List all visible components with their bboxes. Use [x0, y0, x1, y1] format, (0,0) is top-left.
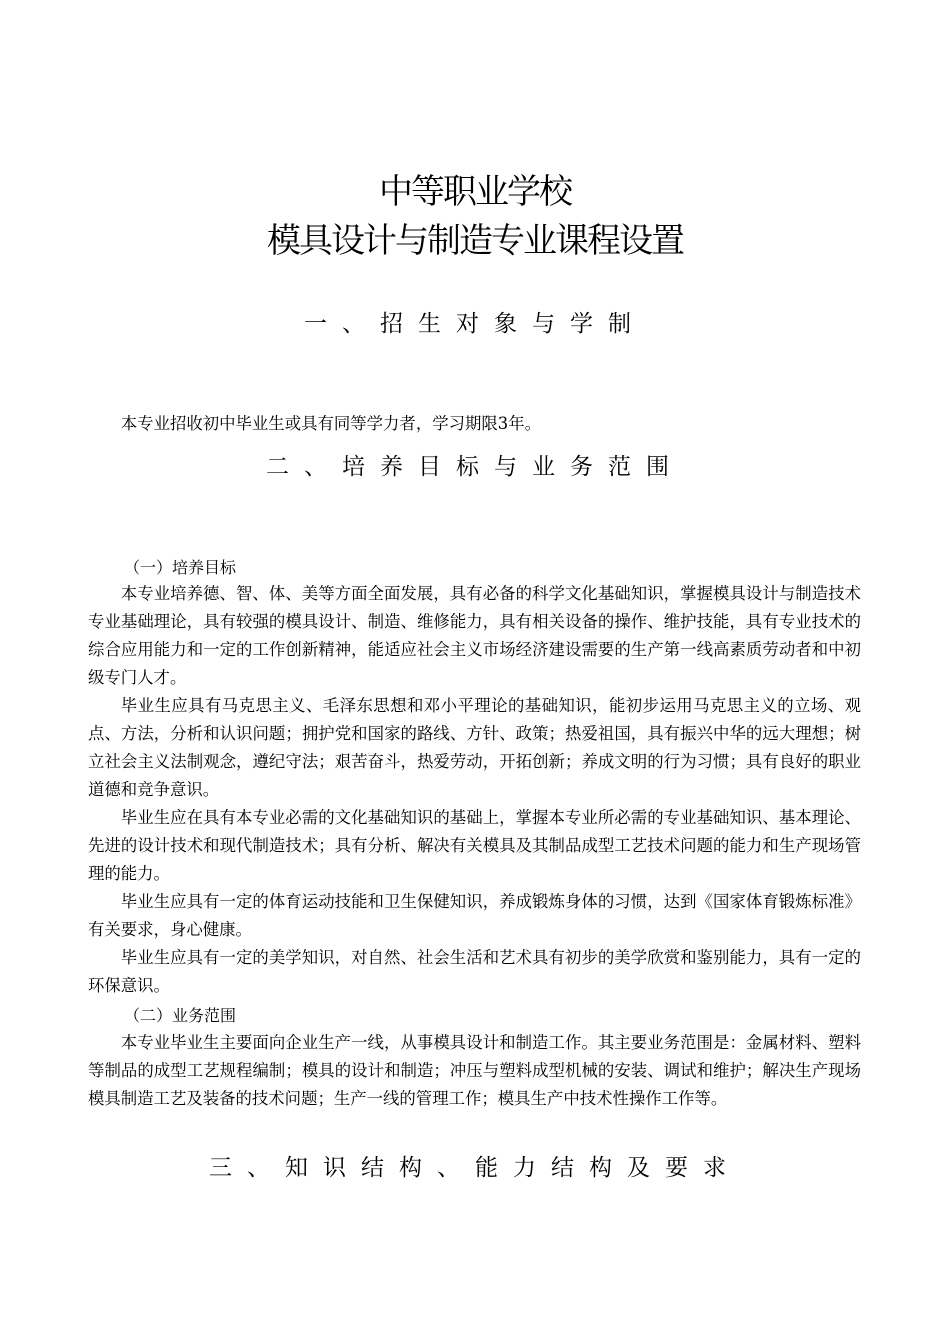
- subheading-business-scope: （二）业务范围: [124, 1006, 237, 1025]
- subheading-training-goal: （一）培养目标: [124, 558, 237, 577]
- paragraph: 毕业生应在具有本专业必需的文化基础知识的基础上，掌握本专业所必需的专业基础知识、基本理论、先进的设计技术和现代制造技术；具有分析、解决有关模具及其制品成型工艺技术问题的能力和生产现场管理的能力。: [88, 808, 861, 883]
- paragraph: 本专业培养德、智、体、美等方面全面发展，具有必备的科学文化基础知识，掌握模具设计与制造技术专业基础理论，具有较强的模具设计、制造、维修能力，具有相关设备的操作、维护技能，具有专业技术的综合应用能力和一定的工作创新精神，能适应社会主义市场经济建设需要的生产第一线高素质劳动者和中初级专门人才。: [88, 584, 861, 687]
- enrollment-paragraph: [88, 410, 861, 438]
- paragraph: 毕业生应具有一定的美学知识，对自然、社会生活和艺术具有初步的美学欣赏和鉴别能力，具有一定的环保意识。: [88, 948, 861, 995]
- section-heading-enrollment: 一、招生对象与学制: [304, 311, 646, 337]
- document-title-line-1: 中等职业学校: [379, 172, 571, 212]
- paragraph: 毕业生应具有马克思主义、毛泽东思想和邓小平理论的基础知识，能初步运用马克思主义的立场、观点、方法，分析和认识问题；拥护党和国家的路线、方针、政策；热爱祖国，具有振兴中华的远大理想；树立社会主义法制观念，遵纪守法；艰苦奋斗，热爱劳动，开拓创新；养成文明的行为习惯；具有良好的职业道德和竞争意识。: [88, 696, 861, 799]
- paragraph: 本专业招收初中毕业生或具有同等学力者，学习期限3年。: [120, 414, 541, 433]
- training-goal-body: [88, 580, 861, 1000]
- section-heading-knowledge-ability: 三、知识结构、能力结构及要求: [209, 1155, 741, 1181]
- section-heading-goals-scope: 二、培养目标与业务范围: [266, 454, 684, 480]
- document-title-line-2: 模具设计与制造专业课程设置: [267, 221, 683, 261]
- business-scope-body: [88, 1029, 861, 1113]
- paragraph: 本专业毕业生主要面向企业生产一线，从事模具设计和制造工作。其主要业务范围是：金属材料、塑料等制品的成型工艺规程编制；模具的设计和制造；冲压与塑料成型机械的安装、调试和维护；解决生产现场模具制造工艺及装备的技术问题；生产一线的管理工作；模具生产中技术性操作工作等。: [88, 1033, 861, 1108]
- paragraph: 毕业生应具有一定的体育运动技能和卫生保健知识，养成锻炼身体的习惯，达到《国家体育锻炼标准》有关要求，身心健康。: [88, 892, 861, 939]
